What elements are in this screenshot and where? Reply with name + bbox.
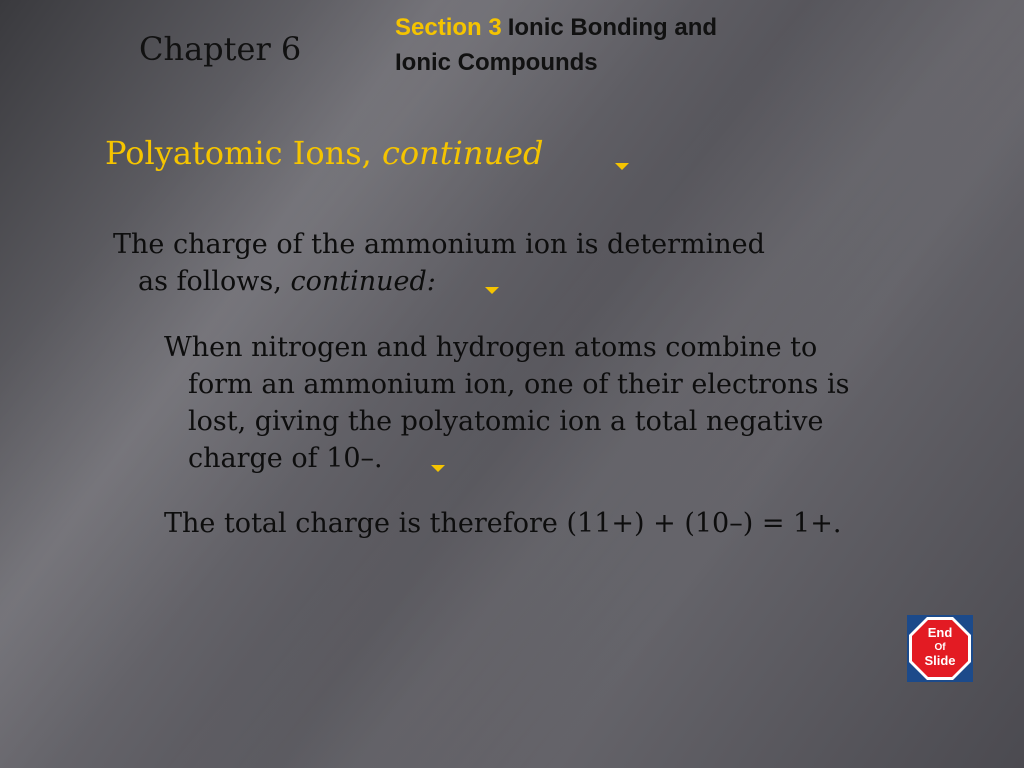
eos-line1: End	[927, 625, 953, 640]
section-heading	[395, 10, 815, 80]
p2-line2: form an ammonium ion, one of their electrons is	[188, 369, 850, 400]
eos-line2: Of	[934, 642, 946, 653]
paragraph-electron-loss	[164, 329, 934, 477]
p2-line4: charge of 10–.	[188, 443, 383, 474]
p1-line2-italic: continued:	[290, 266, 436, 297]
slide-title	[105, 134, 544, 172]
p1-line2	[113, 263, 873, 300]
animation-arrow-icon[interactable]	[615, 163, 629, 170]
p2-line3: lost, giving the polyatomic ion a total negative	[188, 406, 824, 437]
animation-arrow-icon[interactable]	[431, 465, 445, 472]
stop-sign-icon	[907, 615, 973, 682]
p1-line1: The charge of the ammonium ion is determined	[113, 229, 765, 260]
animation-arrow-icon[interactable]	[485, 287, 499, 294]
slide-title-italic: continued	[381, 134, 544, 172]
paragraph-total-charge: The total charge is therefore (11+) + (10–) = 1+.	[164, 508, 842, 539]
chapter-label: Chapter 6	[139, 30, 302, 68]
end-of-slide-button[interactable]	[907, 615, 973, 682]
slide-title-main: Polyatomic Ions,	[105, 134, 382, 172]
section-number: Section 3	[395, 14, 502, 41]
section-title-line1: Ionic Bonding and	[507, 14, 718, 41]
section-title-line2: Ionic Compounds	[395, 49, 598, 76]
p2-line1: When nitrogen and hydrogen atoms combine to	[164, 332, 818, 363]
eos-line3: Slide	[924, 653, 956, 668]
p1-line2-text: as follows,	[138, 266, 291, 297]
